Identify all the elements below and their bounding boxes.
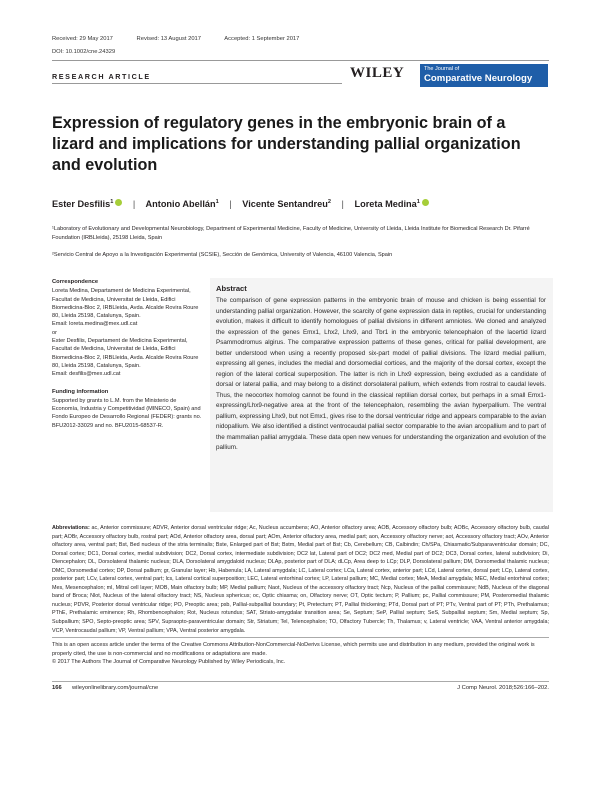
divider xyxy=(52,60,549,61)
author-affiliation-mark: 1 xyxy=(110,199,114,205)
author-separator: | xyxy=(132,199,136,210)
author-name[interactable]: Ester Desfilis xyxy=(52,199,111,210)
divider xyxy=(52,83,342,84)
abbreviations-text: ac, Anterior commissure; ADVR, Anterior dorsal ventricular ridge; Ac, Nucleus accumbens; AO, Anterior olfactory area; AOB, Accessory olfactory bulb; AOBc, Accessory olfactory bulb, caudal part; AOBr, Accessory olfactory bulb, rostral part; AOd, Anterior olfactory area, dorsal part; AOm, Anterior olfactory area, medial part; aon, Accessory olfactory nerve; aot, Accessory olfactory tract; AOv, Anterior olfactory area, ventral part; Bst, Bed nucleus of the stria terminalis; Bste, Enlarged part of Bst; Bstm, Medial part of Bst; Cb, Cerebellum; CB, Calbindin; Ch/SPa, Chiasmatic/Subparaventricular domain; DC, Dorsal cortex; DC1, Dorsal cortex, medial subdivision; DC2, Dorsal cortex, intermediate subdivision; DC2 lat, Lateral part of DC2; DC2 med, Medial part of DC2; DC3, Dorsal cortex, lateral subdivision; Di, Diencephalon; DL, Dorsolateral thalamic nucleus; DLA, Dorsolateral amygdaloid nucleus; DLAp, posterior part of DLA; dLCp, Area deep to LCp; DLP, Dorsolateral pallium; DM, Dorsomedial thalamic nucleus; DMC, Dorsomedial cortex; DP, Dorsal pallium; gr, Granular layer; Hb, Habenula; LA, Lateral amygdala; LC, Lateral cortex; LCa, Lateral cortex, anterior part; LCd, Lateral cortex, dorsal part; LCp, Lateral cortex, posterior part; LCv, Lateral cortex, ventral part; lcs, Lateral cortical superposition; LEC, Lateral entorhinal cortex; LP, Lateral pallium; MC, Medial cortex; MeA, Medial amygdala; MEC, Medial entorhinal cortex; Mes, Mesencephalon; ml, Mitral cell layer; MOB, Main olfactory bulb; MP, Medial pallium; Naot, Nucleus of the accessory olfactory tract; Ncp, Nucleus of the pallial commissure; NdB, Nucleus of the diagonal band of Broca; Nlot, Nucleus of the lateral olfactory tract; NS, Nucleus sphericus; oc, Optic chiasma; on, Olfactory nerve; OT, Optic tectum; P, Pallium; pc, Pallial commissure; PM, Posteromedial thalamic nucleus; PDVR, Posterior dorsal ventricular ridge; PO, Preoptic area; psb, Pallial-subpallial boundary; Pt, Pretectum; PT, Pallial thickening; PTd, Dorsal part of PT; PTv, Ventral part of PT; PTh, Prethalamus; PThE, Prethalamic eminence; Rh, Rhombencephalon; Rot, Nucleus rotundus; SAT, Striato-amygdalar transition area; Se, Septum; SeP, Pallial septum; SeS, Subpallial septum; Sm, Medial septum; Sp, Subpallium; SPO, Septo-preoptic area; SPV, Supraopto-paraventricular domain; Str, Striatum; Tel, Telencephalon; TO, Olfactory Tubercle; Th, Thalamus; v, Lateral ventricle; VAA, Ventral anterior amygdala; VCP, Ventrocaudal pallium; VP, Ventral pallium; VPA, Ventral posterior amygdala. xyxy=(52,525,550,634)
abstract-heading: Abstract xyxy=(216,284,247,293)
page-number: 166 xyxy=(52,685,62,691)
author-affiliation-mark: 1 xyxy=(416,199,420,205)
article-type: RESEARCH ARTICLE xyxy=(52,72,151,81)
affiliation-1: ¹Laboratory of Evolutionary and Developmental Neurobiology, Department of Experimental Medicine, Faculty of Medicine, University of Lleida, Lleida Institute for Biomedical Research Dr. Pifarré Foundation (IRBLleida), 25198 Lleida, Spain xyxy=(52,226,530,241)
correspondence-heading: Correspondence xyxy=(52,279,99,285)
abstract-text: The comparison of gene expression patterns in the embryonic brain of mouse and chicken is being essential for understanding pallial organization. However, the scarcity of gene expression data in reptiles, crucial for understanding evolution, makes it difficult to identify homologues of pallial divisions in different amniotes. We cloned and analyzed the expression of the genes Emx1, Lhx2, Lhx9, and Tbr1 in the embryonic telencephalon of the lacertid lizard Psammodromus algirus. The comparative expression patterns of these genes, critical for pallial development, are better understood when using a recently proposed six-part model of pallial divisions. The lizard medial pallium, expressing all genes, includes the medial and dorsomedial cortices, and the majority of the dorsal cortex, except the region of the lateral cortical superposition. The latter is rich in Lhx9 expression, being excluded as a candidate of dorsal or lateral pallia, and may belong to a distinct dorsolateral pallium, which extends from rostral to caudal levels. Thus, the neocortex homolog cannot be found in the classical reptilian dorsal cortex, but perhaps in a small Emx1-expressing/Lhx9-negative area at the front of the telencephalon, resembling the avian hyperpallium. The ventral pallium, expressing Lhx9, but not Emx1, gives rise to the dorsal ventricular ridge and appears comparable to the avian nidopallium. We also identified a distinct ventrocaudal pallial sector comparable to the avian arcopallium and to part of the mammalian pallial amygdala. These data open new venues for understanding the organization and evolution of the pallium. xyxy=(216,297,546,451)
revised-date: Revised: 13 August 2017 xyxy=(136,36,201,42)
article-title: Expression of regulatory genes in the embryonic brain of a lizard and implications for understanding pallial organization and evolution xyxy=(52,114,521,174)
license-text: This is an open access article under the terms of the Creative Commons Attribution-NonCommercial-NoDerivs License, which permits use and distribution in any medium, provided the original work is properly cited, the use is non-commercial and no modifications or adaptations are made. xyxy=(52,642,535,657)
orcid-icon[interactable] xyxy=(115,199,122,206)
affiliation-2: ²Servicio Central de Apoyo a la Investigación Experimental (SCSIE), Sección de Genómica, University of Valencia, 46100 Valencia, Spain xyxy=(52,252,393,258)
accepted-date: Accepted: 1 September 2017 xyxy=(224,36,300,42)
journal-prefix: The Journal of xyxy=(424,66,460,72)
correspondence-address: Ester Desfilis, Departament de Medicina Experimental, Facultat de Medicina, Universitat de Lleida, Edifici Biomedicina-Bloc 2, IRBLleida, Avda. Alcalde Rovira Roure 80, Lleida 25198, Catalunya, Spain. xyxy=(52,338,199,369)
journal-name: Comparative Neurology xyxy=(424,73,533,84)
copyright-text: © 2017 The Authors The Journal of Comparative Neurology Published by Wiley Periodicals, Inc. xyxy=(52,659,286,665)
article-dates xyxy=(52,36,321,42)
license-block xyxy=(52,641,549,667)
divider xyxy=(52,637,549,638)
author-affiliation-mark: 2 xyxy=(327,199,331,205)
author-name[interactable]: Loreta Medina xyxy=(354,199,417,210)
abbreviations-label: Abbreviations: xyxy=(52,525,90,531)
author-separator: | xyxy=(341,199,344,210)
divider xyxy=(52,681,549,682)
journal-logo xyxy=(420,64,548,87)
author-name[interactable]: Vicente Sentandreu xyxy=(242,199,328,210)
funding-text: Supported by grants to L.M. from the Ministerio de Economía, Industria y Competitividad (MINECO, Spain) and Fondo Europeo de Desarrollo Regional (FEDER): grants no. BFU2012-33029 and no. BFU2015-68537-R. xyxy=(52,397,202,429)
author-affiliation-mark: 1 xyxy=(215,199,219,205)
received-date: Received: 29 May 2017 xyxy=(52,36,113,42)
abstract-box xyxy=(210,278,553,512)
publisher-logo: WILEY xyxy=(350,65,405,81)
funding-heading: Funding information xyxy=(52,388,109,395)
journal-website[interactable]: wileyonlinelibrary.com/journal/cne xyxy=(72,685,159,691)
correspondence-email[interactable]: Email: desfilis@mex.udl.cat xyxy=(52,371,121,378)
abbreviations xyxy=(52,524,549,635)
orcid-icon[interactable] xyxy=(422,199,429,206)
doi[interactable]: DOI: 10.1002/cne.24329 xyxy=(52,49,116,55)
side-column xyxy=(52,278,204,430)
correspondence-address: Loreta Medina, Departament de Medicina Experimental, Facultat de Medicina, Universitat de Lleida, Edifici Biomedicina-Bloc 2, IRBLleida, Avda. Alcalde Rovira Roure 80, Lleida 25198, Catalunya, Spain. xyxy=(52,288,199,320)
journal-citation: J Comp Neurol. 2018;526:166–202. xyxy=(457,685,549,691)
correspondence-or: or xyxy=(52,329,57,336)
author-separator: | xyxy=(229,199,232,210)
author-list xyxy=(52,199,429,209)
correspondence-email[interactable]: Email: loreta.medina@mex.udl.cat xyxy=(52,321,138,328)
author-name[interactable]: Antonio Abellán xyxy=(145,199,216,210)
